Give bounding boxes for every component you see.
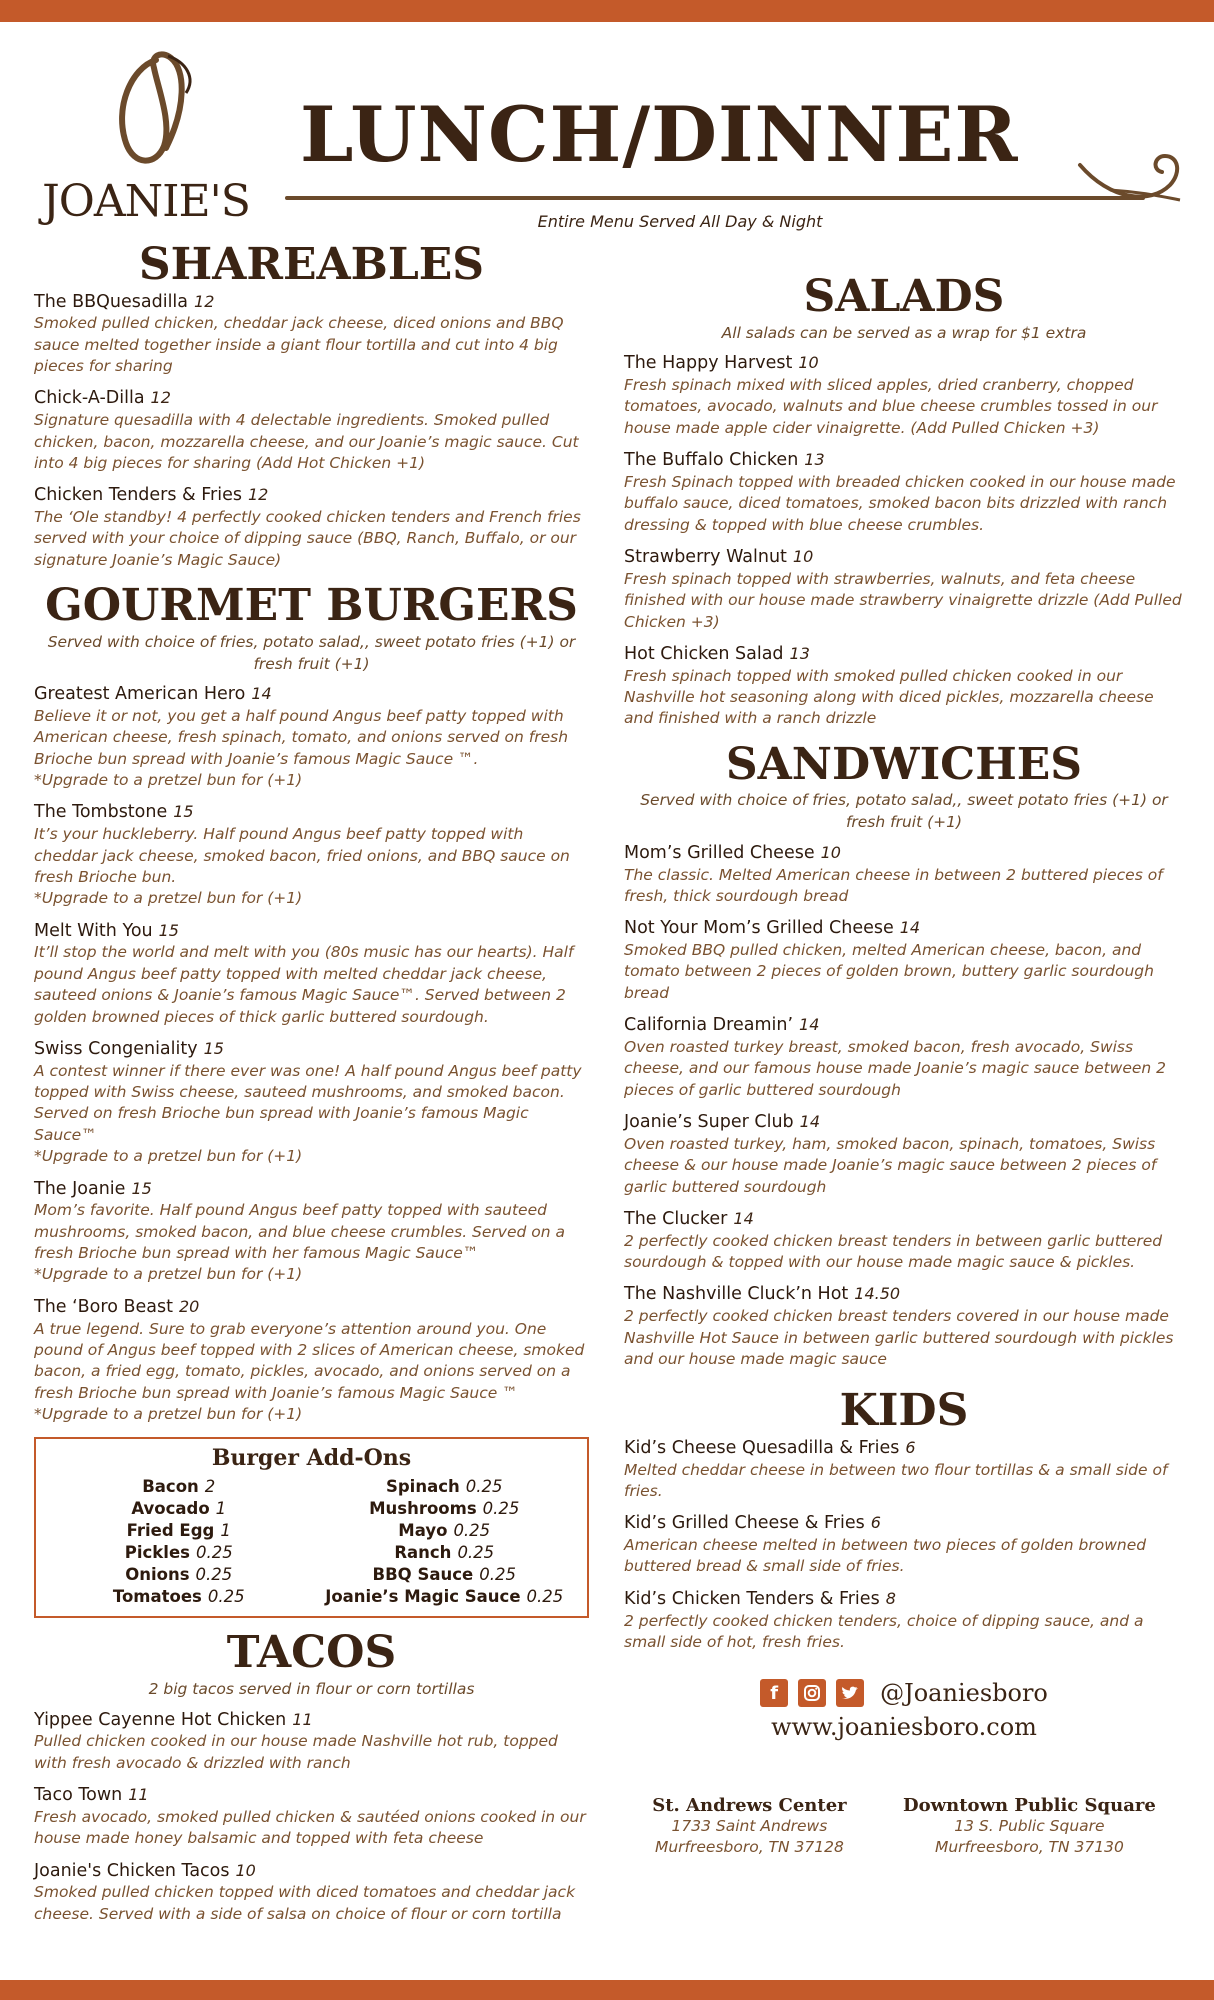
menu-item-price: 10: [792, 547, 814, 567]
menu-item-upgrade: *Upgrade to a pretzel bun for (+1): [34, 889, 303, 908]
section-title-salads: SALADS: [803, 271, 1005, 322]
salads-list: [624, 352, 1184, 730]
menu-item: [34, 683, 589, 791]
addon-name: Tomatoes: [112, 1587, 202, 1607]
bottom-accent-bar: [0, 1980, 1214, 2000]
addon-item: [46, 1587, 312, 1606]
menu-item-description: Smoked BBQ pulled chicken, melted American cheese, bacon, and tomato between 2 pieces of golden brown, buttery garlic sourdough bread: [624, 941, 1154, 1002]
page-title: LUNCH/DINNER: [300, 90, 1019, 179]
menu-item-price: 11: [128, 1785, 149, 1805]
addons-title: Burger Add-Ons: [211, 1445, 412, 1472]
addon-name: Joanie’s Magic Sauce: [325, 1587, 521, 1607]
menu-item-description: Oven roasted turkey breast, smoked bacon, fresh avocado, Swiss cheese, and our famous house made Joanie’s magic sauce between 2 pieces of garlic buttered sourdough: [624, 1037, 1167, 1099]
addon-price: 0.25: [207, 1587, 245, 1607]
location-name: St. Andrews Center: [652, 1795, 847, 1817]
section-title-sandwiches: SANDWICHES: [725, 738, 1083, 790]
menu-item-title: Joanie’s Super Club: [624, 1112, 794, 1132]
menu-item-title: The Tombstone: [34, 802, 168, 823]
menu-item-name: [624, 1208, 1184, 1231]
menu-item-description: Believe it or not, you get a half pound Angus beef patty topped with American cheese, fresh spinach, tomato, and onions served on fresh Brioche bun spread with Joanie’s famous Magic Sauce ™.: [34, 706, 569, 768]
menu-item-price: 14: [799, 1112, 821, 1131]
menu-item-description: Fresh spinach topped with smoked pulled chicken cooked in our Nashville hot seasoning along with diced pickles, mozzarella cheese and finished with a ranch drizzle: [624, 666, 1154, 728]
menu-item: [624, 1437, 1184, 1503]
addon-item: [312, 1477, 578, 1496]
menu-item-name: [624, 546, 1184, 569]
menu-item-description: It’ll stop the world and melt with you (80s music has our hearts). Half pound Angus beef patty topped with melted cheddar jack cheese, sauteed onions & Joanie’s famous Magic Sauce™. Served between 2 golden browned pieces of thick garlic buttered sourdough.: [34, 943, 574, 1026]
sandwiches-note: Served with choice of fries, potato salad,, sweet potato fries (+1) or fresh fruit (+1): [640, 791, 1168, 832]
addon-price: 0.25: [482, 1499, 520, 1519]
menu-item-price: 6: [870, 1513, 881, 1533]
menu-item-price: 11: [292, 1709, 313, 1729]
location-name: Downtown Public Square: [903, 1795, 1156, 1817]
menu-item-name: [624, 842, 1184, 865]
menu-item-price: 12: [248, 485, 269, 505]
location-city: Murfreesboro, TN 37128: [654, 1838, 844, 1857]
menu-item-upgrade: *Upgrade to a pretzel bun for (+1): [34, 1265, 303, 1284]
left-column: [34, 240, 589, 1935]
addon-name: Avocado: [131, 1499, 210, 1519]
menu-item-name: [624, 1512, 1184, 1535]
menu-item: [624, 643, 1184, 730]
menu-item-description: 2 perfectly cooked chicken tenders, choice of dipping sauce, and a small side of hot, fresh fries.: [624, 1611, 1144, 1651]
addon-price: 2: [204, 1477, 216, 1497]
menu-item-name: [624, 917, 1184, 940]
menu-item-title: Chicken Tenders & Fries: [34, 485, 242, 506]
menu-item: [624, 1111, 1184, 1198]
menu-item-title: Joanie's Chicken Tacos: [34, 1860, 230, 1881]
addon-name: Fried Egg: [126, 1521, 215, 1541]
burgers-note: Served with choice of fries, potato salad,, sweet potato fries (+1) or fresh fruit (+1): [47, 632, 576, 673]
social-row: [624, 1679, 1184, 1707]
addon-price: 0.25: [479, 1565, 516, 1585]
location-st-andrews: [652, 1795, 846, 1858]
locations: [624, 1795, 1184, 1858]
menu-item-title: Kid’s Grilled Cheese & Fries: [624, 1513, 865, 1534]
tacos-list: [34, 1709, 589, 1926]
logo-wordmark: JOANIE'S: [42, 176, 250, 227]
addon-price: 0.25: [195, 1543, 233, 1563]
addon-price: 0.25: [457, 1543, 495, 1563]
menu-item-title: The Buffalo Chicken: [624, 450, 799, 471]
addon-item: [46, 1499, 312, 1518]
menu-item-description: Fresh spinach topped with strawberries, walnuts, and feta cheese finished with our house made strawberry vinaigrette drizzle (Add Pulled Chicken +3): [624, 569, 1182, 631]
facebook-icon[interactable]: f: [760, 1679, 788, 1707]
menu-item-name: [34, 1178, 589, 1201]
location-address: 13 S. Public Square: [954, 1817, 1105, 1836]
menu-item-description: Smoked pulled chicken topped with diced tomatoes and cheddar jack cheese. Served with a side of salsa on choice of flour or corn tortilla: [34, 1883, 576, 1923]
addon-name: BBQ Sauce: [372, 1565, 474, 1585]
menu-item-name: [624, 449, 1184, 472]
menu-item-price: 20: [178, 1296, 200, 1316]
menu-item-name: [34, 1860, 589, 1883]
section-title-burgers: GOURMET BURGERS: [45, 580, 578, 632]
addon-name: Mushrooms: [369, 1499, 477, 1519]
section-title-tacos: TACOS: [226, 1627, 397, 1679]
menu-item-price: 10: [820, 842, 841, 862]
menu-item: [34, 1709, 589, 1775]
menu-item-price: 14.50: [854, 1284, 901, 1304]
menu-item: [624, 1014, 1184, 1101]
addon-name: Mayo: [398, 1521, 448, 1541]
logo: [36, 48, 256, 238]
menu-item-name: [624, 1111, 1184, 1134]
menu-item: [624, 1512, 1184, 1578]
addon-item: [312, 1499, 578, 1518]
menu-item: [34, 1178, 589, 1286]
logo-monogram-icon: [36, 48, 256, 178]
menu-item-title: Kid’s Chicken Tenders & Fries: [624, 1588, 880, 1609]
menu-item: [34, 801, 589, 909]
addon-item: [46, 1521, 312, 1540]
menu-item-description: The classic. Melted American cheese in between 2 buttered pieces of fresh, thick sourdough bread: [624, 865, 1163, 905]
location-address: 1733 Saint Andrews: [671, 1817, 828, 1836]
menu-item: [624, 917, 1184, 1004]
menu-item-upgrade: *Upgrade to a pretzel bun for (+1): [34, 1405, 303, 1424]
addon-price: 0.25: [465, 1477, 503, 1497]
addons-grid: [46, 1477, 577, 1606]
kids-list: [624, 1437, 1184, 1654]
instagram-icon[interactable]: [798, 1679, 826, 1707]
menu-item: [34, 1784, 589, 1850]
twitter-icon[interactable]: [836, 1679, 864, 1707]
addon-price: 0.25: [453, 1521, 491, 1541]
salads-note: All salads can be served as a wrap for $1 extra: [721, 323, 1087, 342]
section-title-shareables: SHAREABLES: [138, 239, 485, 290]
menu-item-name: [34, 291, 589, 314]
menu-item-name: [34, 801, 589, 824]
menu-item: [34, 1296, 589, 1426]
menu-item-price: 14: [899, 918, 921, 938]
menu-item-description: Fresh avocado, smoked pulled chicken & sautéed onions cooked in our house made honey balsamic and topped with feta cheese: [34, 1807, 586, 1848]
menu-item: [34, 1038, 589, 1168]
menu-item-description: It’s your huckleberry. Half pound Angus beef patty topped with cheddar jack cheese, smoked bacon, fried onions, and BBQ sauce on fresh Brioche bun.: [34, 825, 570, 886]
menu-item-title: Not Your Mom’s Grilled Cheese: [624, 918, 894, 939]
menu-item-price: 15: [173, 802, 194, 822]
menu-item-title: The BBQuesadilla: [34, 291, 189, 312]
menu-item: [34, 387, 589, 474]
menu-item-price: 15: [131, 1178, 152, 1198]
menu-item: [34, 291, 589, 378]
menu-item-description: Fresh spinach mixed with sliced apples, dried cranberry, chopped tomatoes, avocado, walnuts and blue cheese crumbles tossed in our house made apple cider vinaigrette. (Add Pulled Chicken +3): [624, 376, 1158, 437]
addon-price: 0.25: [195, 1565, 233, 1585]
addon-name: Bacon: [142, 1477, 199, 1497]
shareables-list: [34, 291, 589, 572]
menu-item-name: [624, 1437, 1184, 1460]
menu-item-title: Taco Town: [34, 1785, 123, 1806]
menu-item-name: [34, 920, 589, 943]
menu-item: [34, 484, 589, 571]
title-divider: [285, 196, 1145, 200]
menu-item-title: The Clucker: [624, 1208, 728, 1229]
location-downtown: [903, 1795, 1156, 1858]
addon-price: 1: [220, 1521, 231, 1541]
addon-item: [46, 1477, 312, 1496]
addon-item: [312, 1565, 578, 1584]
menu-item-title: Hot Chicken Salad: [624, 643, 784, 664]
top-accent-bar: [0, 0, 1214, 22]
menu-item-description: The ‘Ole standby! 4 perfectly cooked chicken tenders and French fries served with your choice of dipping sauce (BBQ, Ranch, Buffalo, or our signature Joanie’s Magic Sauce): [34, 508, 581, 569]
menu-item-title: Swiss Congeniality: [34, 1038, 198, 1059]
menu-item-description: A contest winner if there ever was one! A half pound Angus beef patty topped with Swiss cheese, sauteed mushrooms, and smoked bacon. Served on fresh Brioche bun spread with Joanie’s famous Magic Sauce™: [34, 1061, 582, 1144]
menu-item-price: 6: [905, 1437, 916, 1457]
menu-item-name: [624, 352, 1184, 375]
addon-name: Spinach: [385, 1477, 460, 1497]
social-handle[interactable]: @Joaniesboro: [880, 1679, 1048, 1708]
menu-item-name: [34, 1038, 589, 1061]
menu-item-name: [34, 484, 589, 507]
menu-item-name: [34, 1784, 589, 1807]
section-title-kids: KIDS: [839, 1385, 969, 1437]
menu-item: [624, 546, 1184, 633]
menu-item: [34, 1860, 589, 1926]
menu-item-title: The Happy Harvest: [624, 353, 793, 374]
addon-name: Pickles: [124, 1543, 190, 1563]
addon-item: [46, 1565, 312, 1584]
menu-item-name: [34, 683, 589, 706]
menu-item-description: Fresh Spinach topped with breaded chicken cooked in our house made buffalo sauce, diced tomatoes, smoked bacon bits drizzled with ranch dressing & topped with blue cheese crumbles.: [624, 472, 1176, 534]
menu-item-description: Signature quesadilla with 4 delectable ingredients. Smoked pulled chicken, bacon, mozzarella cheese, and our Joanie’s magic sauce. Cut into 4 big pieces for sharing (Add Hot Chicken +1): [34, 411, 579, 472]
menu-item-price: 10: [798, 353, 819, 373]
menu-item-price: 12: [150, 388, 171, 408]
menu-item-name: [34, 387, 589, 410]
addon-item: [46, 1543, 312, 1562]
menu-item: [624, 842, 1184, 908]
menu-item-description: 2 perfectly cooked chicken breast tenders covered in our house made Nashville Hot Sauce in between garlic buttered sourdough with pickles and our house made magic sauce: [624, 1307, 1174, 1368]
addon-name: Ranch: [394, 1543, 452, 1563]
burger-addons-box: [34, 1437, 589, 1618]
menu-item-price: 14: [799, 1015, 820, 1035]
menu-item-title: The Joanie: [34, 1178, 126, 1199]
menu-item-description: American cheese melted in between two pieces of golden browned buttered bread & small side of fries.: [624, 1536, 1147, 1576]
social-block: [624, 1679, 1184, 1741]
menu-item-price: 10: [235, 1860, 256, 1880]
menu-item-name: [34, 1709, 589, 1732]
addon-price: 1: [215, 1499, 227, 1519]
menu-item: [624, 1588, 1184, 1654]
menu-item-title: The Nashville Cluck’n Hot: [624, 1284, 849, 1305]
menu-item-description: Melted cheddar cheese in between two flour tortillas & a small side of fries.: [624, 1460, 1168, 1500]
addon-item: [312, 1587, 578, 1606]
menu-item-price: 13: [804, 450, 825, 470]
menu-item-name: [34, 1296, 589, 1319]
menu-item-description: Smoked pulled chicken, cheddar jack cheese, diced onions and BBQ sauce melted together inside a giant flour tortilla and cut into 4 big pieces for sharing: [34, 314, 564, 376]
menu-item-title: Mom’s Grilled Cheese: [624, 842, 815, 863]
menu-item-title: Melt With You: [34, 920, 153, 941]
addon-name: Onions: [125, 1565, 190, 1585]
menu-item-price: 12: [194, 291, 215, 311]
menu-item-title: Yippee Cayenne Hot Chicken: [34, 1709, 287, 1730]
menu-item: [624, 449, 1184, 536]
menu-item-name: [624, 1588, 1184, 1611]
menu-item-title: Greatest American Hero: [34, 684, 246, 705]
menu-item-description: Pulled chicken cooked in our house made Nashville hot rub, topped with fresh avocado & drizzled with ranch: [34, 1732, 558, 1772]
menu-item-title: Chick-A-Dilla: [34, 388, 145, 409]
menu-item-price: 14: [733, 1208, 754, 1228]
menu-item: [34, 920, 589, 1028]
menu-item: [624, 352, 1184, 439]
menu-item-name: [624, 643, 1184, 666]
menu-item-description: Mom’s favorite. Half pound Angus beef patty topped with sauteed mushrooms, smoked bacon, and blue cheese crumbles. Served on a fresh Brioche bun spread with her famous Magic Sauce™: [34, 1201, 566, 1263]
menu-item-price: 13: [789, 643, 810, 663]
burgers-list: [34, 683, 589, 1425]
menu-item: [624, 1208, 1184, 1274]
menu-item-title: The ‘Boro Beast: [34, 1296, 173, 1317]
sandwiches-list: [624, 842, 1184, 1371]
menu-item-title: Kid’s Cheese Quesadilla & Fries: [624, 1437, 900, 1458]
location-city: Murfreesboro, TN 37130: [934, 1838, 1124, 1857]
addon-price: 0.25: [526, 1587, 564, 1607]
menu-item-upgrade: *Upgrade to a pretzel bun for (+1): [34, 771, 303, 790]
menu-item-price: 8: [885, 1588, 896, 1608]
tacos-note: 2 big tacos served in flour or corn tortillas: [148, 1680, 475, 1699]
menu-item: [624, 1283, 1184, 1370]
menu-item-description: 2 perfectly cooked chicken breast tenders in between garlic buttered sourdough & topped with our house made magic sauce & pickles.: [624, 1231, 1163, 1271]
website-link[interactable]: www.joaniesboro.com: [771, 1713, 1037, 1742]
flourish-icon: [1070, 130, 1190, 210]
page-subtitle: Entire Menu Served All Day & Night: [537, 212, 823, 231]
menu-item-name: [624, 1283, 1184, 1306]
menu-item-price: 15: [158, 920, 179, 940]
menu-item-title: Strawberry Walnut: [624, 547, 787, 568]
menu-item-price: 14: [251, 684, 272, 704]
menu-item-description: A true legend. Sure to grab everyone’s attention around you. One pound of Angus beef topped with 2 slices of American cheese, smoked bacon, a fried egg, tomato, pickles, avocado, and onions served on a fresh Brioche bun spread with Joanie’s famous Magic Sauce ™: [34, 1319, 585, 1402]
right-column: [624, 272, 1184, 1858]
menu-item-description: Oven roasted turkey, ham, smoked bacon, spinach, tomatoes, Swiss cheese & our house made Joanie’s magic sauce between 2 pieces of garlic buttered sourdough: [624, 1134, 1157, 1196]
menu-item-price: 15: [203, 1038, 224, 1058]
menu-item-name: [624, 1014, 1184, 1037]
menu-item-upgrade: *Upgrade to a pretzel bun for (+1): [34, 1147, 303, 1166]
addon-item: [312, 1521, 578, 1540]
menu-item-title: California Dreamin’: [624, 1015, 794, 1036]
addon-item: [312, 1543, 578, 1562]
